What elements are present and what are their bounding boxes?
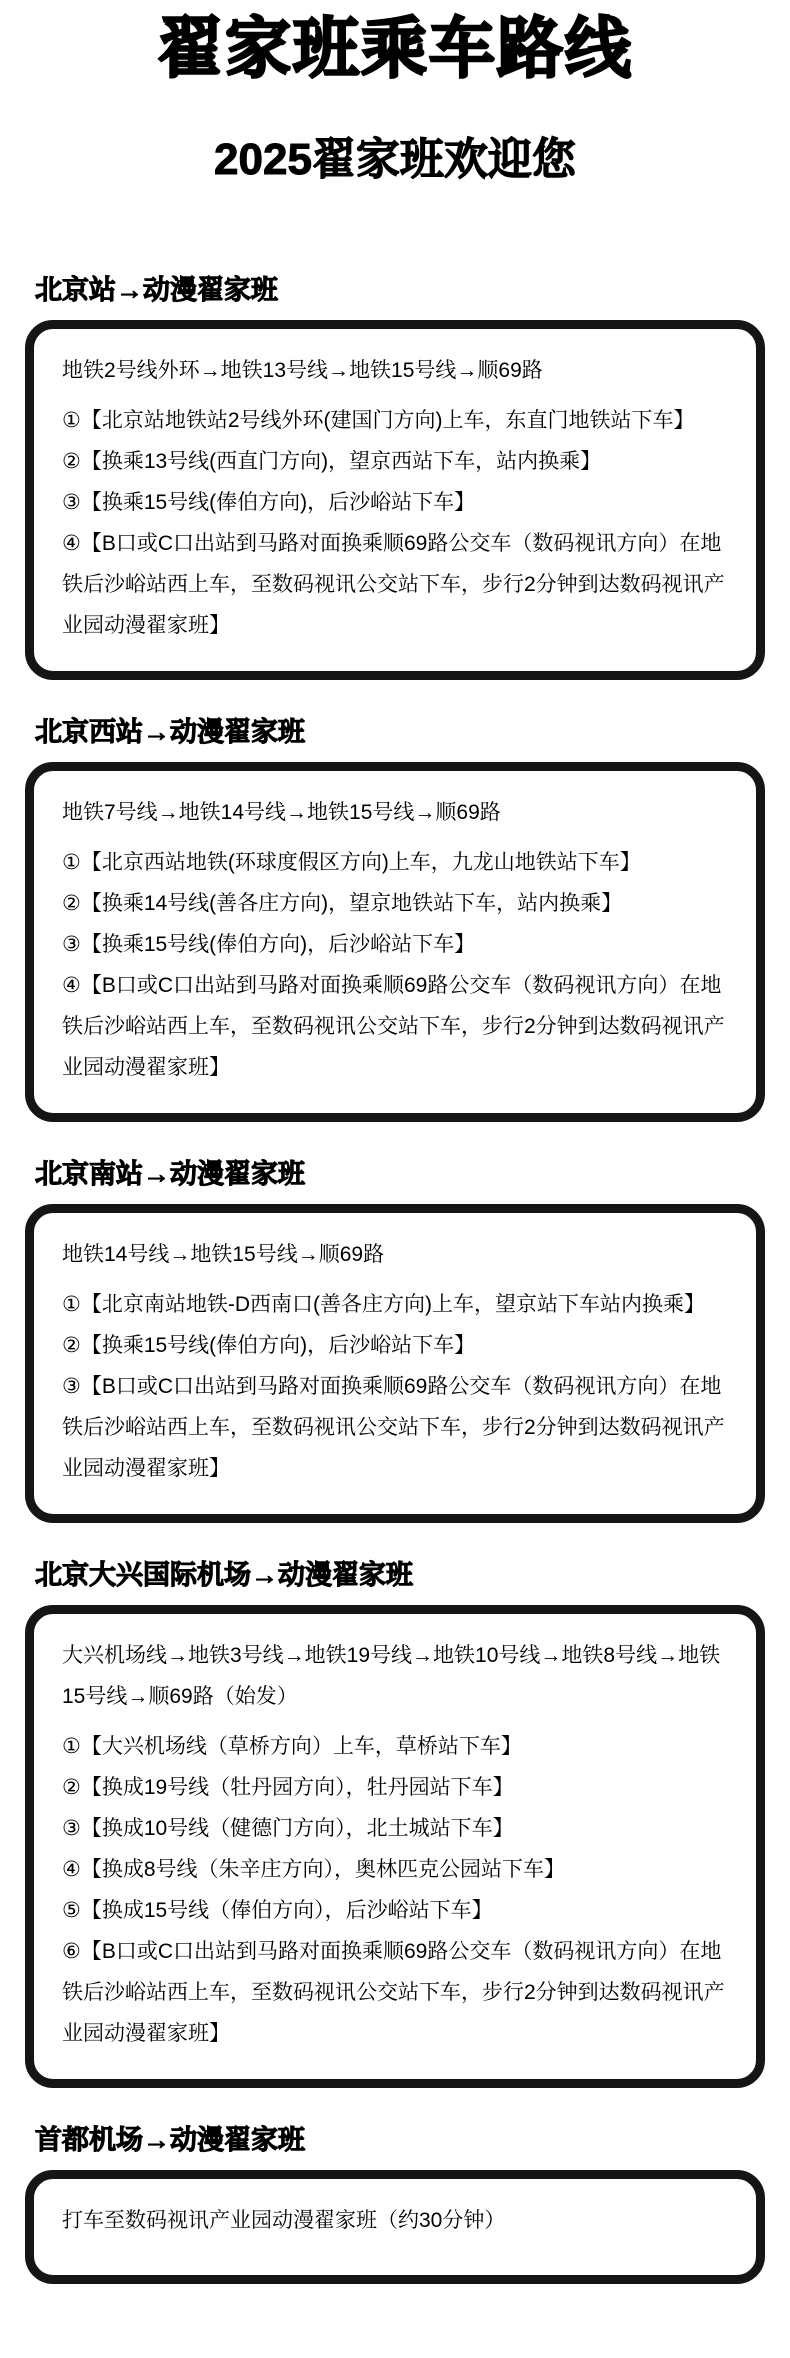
section-heading: 北京西站→动漫翟家班 bbox=[35, 717, 305, 747]
route-step: ③【换成10号线（健德门方向），北土城站下车】 bbox=[62, 1817, 514, 1840]
section-daxing-airport bbox=[25, 1559, 765, 2088]
route-step: ①【北京西站地铁(环球度假区方向)上车，九龙山地铁站下车】 bbox=[62, 851, 641, 874]
route-card bbox=[25, 320, 765, 680]
section-beijing-station bbox=[25, 274, 765, 680]
route-step: ④【换成8号线（朱辛庄方向），奥林匹克公园站下车】 bbox=[62, 1858, 566, 1881]
section-heading: 北京南站→动漫翟家班 bbox=[35, 1159, 305, 1189]
section-beijing-south-station bbox=[25, 1158, 765, 1523]
route-summary: 地铁14号线→地铁15号线→顺69路 bbox=[62, 1243, 385, 1266]
route-step: ①【北京站地铁站2号线外环(建国门方向)上车，东直门地铁站下车】 bbox=[62, 409, 695, 432]
page-subtitle: 2025翟家班欢迎您 bbox=[214, 135, 576, 184]
route-step: ②【换乘15号线(俸伯方向)，后沙峪站下车】 bbox=[62, 1334, 476, 1357]
route-step: ②【换乘13号线(西直门方向)，望京西站下车，站内换乘】 bbox=[62, 450, 602, 473]
route-step: ③【换乘15号线(俸伯方向)，后沙峪站下车】 bbox=[62, 491, 476, 514]
page-title: 翟家班乘车路线 bbox=[157, 11, 633, 85]
route-sections bbox=[0, 274, 790, 2284]
section-heading: 北京大兴国际机场→动漫翟家班 bbox=[35, 1560, 413, 1590]
section-beijing-west-station bbox=[25, 716, 765, 1122]
route-card bbox=[25, 1204, 765, 1523]
route-step: ⑥【B口或C口出站到马路对面换乘顺69路公交车（数码视讯方向）在地铁后沙峪站西上车，至数码视讯公交站下车，步行2分钟到达数码视讯产业园动漫翟家班】 bbox=[62, 1940, 725, 2045]
route-step: ②【换乘14号线(善各庄方向)，望京地铁站下车，站内换乘】 bbox=[62, 892, 623, 915]
route-summary: 地铁2号线外环→地铁13号线→地铁15号线→顺69路 bbox=[62, 359, 543, 382]
route-card bbox=[25, 2170, 765, 2284]
route-summary: 地铁7号线→地铁14号线→地铁15号线→顺69路 bbox=[62, 801, 501, 824]
route-step: ⑤【换成15号线（俸伯方向），后沙峪站下车】 bbox=[62, 1899, 493, 1922]
route-step: ③【换乘15号线(俸伯方向)，后沙峪站下车】 bbox=[62, 933, 476, 956]
route-step: ③【B口或C口出站到马路对面换乘顺69路公交车（数码视讯方向）在地铁后沙峪站西上车，至数码视讯公交站下车，步行2分钟到达数码视讯产业园动漫翟家班】 bbox=[62, 1375, 725, 1480]
route-steps bbox=[62, 1726, 728, 2054]
section-heading: 首都机场→动漫翟家班 bbox=[35, 2125, 305, 2155]
route-step: ④【B口或C口出站到马路对面换乘顺69路公交车（数码视讯方向）在地铁后沙峪站西上车，至数码视讯公交站下车，步行2分钟到达数码视讯产业园动漫翟家班】 bbox=[62, 532, 725, 637]
route-card bbox=[25, 1605, 765, 2088]
route-steps bbox=[62, 1284, 728, 1489]
route-steps bbox=[62, 842, 728, 1088]
route-summary: 打车至数码视讯产业园动漫翟家班（约30分钟） bbox=[62, 2209, 506, 2232]
route-summary: 大兴机场线→地铁3号线→地铁19号线→地铁10号线→地铁8号线→地铁15号线→顺69路（始发） bbox=[62, 1644, 721, 1708]
route-step: ①【北京南站地铁-D西南口(善各庄方向)上车，望京站下车站内换乘】 bbox=[62, 1293, 705, 1316]
route-step: ①【大兴机场线（草桥方向）上车，草桥站下车】 bbox=[62, 1735, 522, 1758]
route-step: ④【B口或C口出站到马路对面换乘顺69路公交车（数码视讯方向）在地铁后沙峪站西上车，至数码视讯公交站下车，步行2分钟到达数码视讯产业园动漫翟家班】 bbox=[62, 974, 725, 1079]
route-card bbox=[25, 762, 765, 1122]
section-heading: 北京站→动漫翟家班 bbox=[35, 275, 278, 305]
route-steps bbox=[62, 400, 728, 646]
section-capital-airport bbox=[25, 2124, 765, 2284]
route-step: ②【换成19号线（牡丹园方向），牡丹园站下车】 bbox=[62, 1776, 514, 1799]
